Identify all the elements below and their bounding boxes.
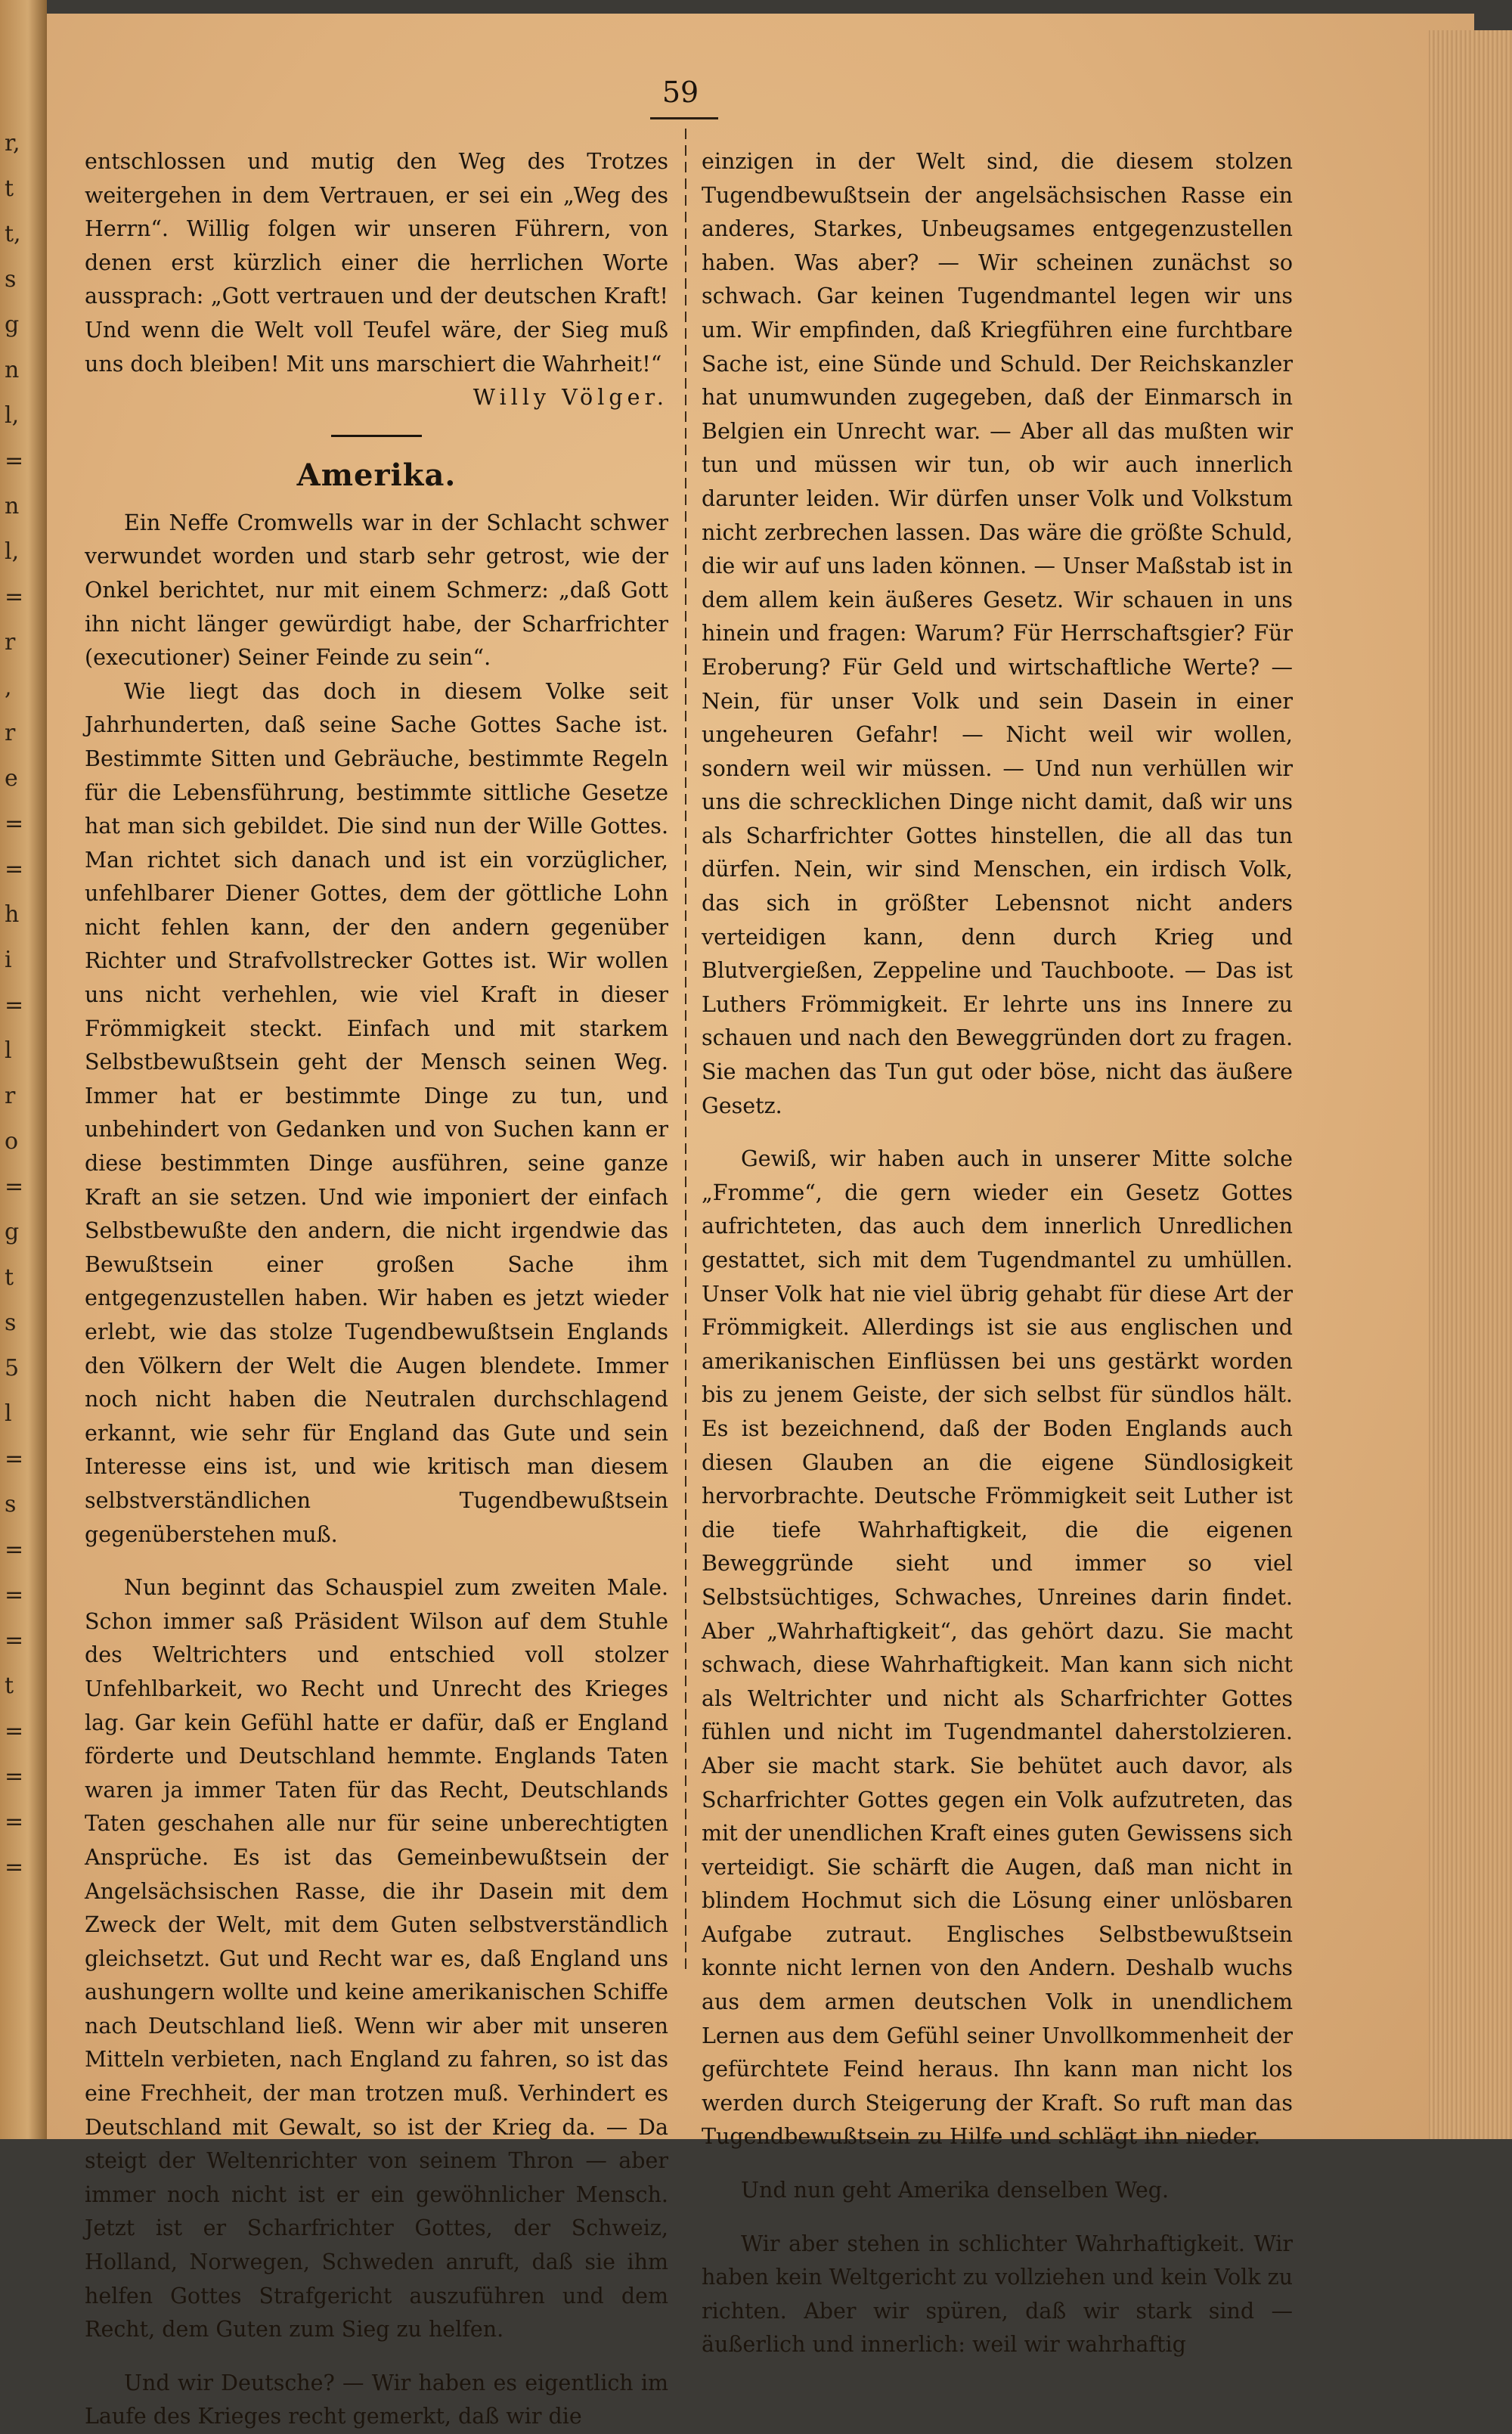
column-divider xyxy=(685,129,686,1974)
previous-page-edge xyxy=(0,0,47,2139)
previous-page-fragment: t, xyxy=(5,221,21,247)
previous-page-fragment: = xyxy=(5,1854,24,1881)
previous-page-fragment: r xyxy=(5,720,16,746)
previous-page-fragment: l xyxy=(5,1400,12,1427)
previous-page-fragment: g xyxy=(5,1219,20,1245)
paragraph: Und wir Deutsche? — Wir haben es eigentlich im Laufe des Krieges recht gemerkt, daß wir die xyxy=(85,2370,668,2429)
page-number: 59 xyxy=(662,76,699,109)
paragraph: Wir aber stehen in schlichter Wahrhaftigkeit. Wir haben kein Weltgericht zu vollziehen und kein Volk zu richten. Aber wir spüren, daß wir stark sind — äußerlich und innerlich: weil wir wahrhaftig xyxy=(702,2231,1293,2358)
previous-page-fragment: t xyxy=(5,1264,14,1291)
opening-paragraph: entschlossen und mutig den Weg des Trotzes weitergehen in dem Vertrauen, er sei ein „Weg des Herrn“. Willig folgen wir unseren Führern, von denen erst kürzlich einer die herrlichen Worte aussprach: „Gott vertrauen und der deutschen Kraft! Und wenn die Welt voll Teufel wäre, der Sieg muß uns doch bleiben! Mit uns marschiert die Wahrheit!“ xyxy=(85,149,668,377)
previous-page-fragment: r, xyxy=(5,130,20,157)
paragraph: Und nun geht Amerika denselben Weg. xyxy=(741,2178,1170,2203)
author-signature: Willy Völger. xyxy=(472,385,668,411)
paragraph: Ein Neffe Cromwells war in der Schlacht schwer verwundet worden und starb sehr getrost, wie der Onkel berichtet, nur mit einem Schmerz: „daß Gott ihn nicht länger gewürdigt habe, der Scharfrichter (executioner) Seiner Feinde zu sein“. xyxy=(85,510,668,671)
right-column xyxy=(702,145,1293,2362)
previous-page-fragment: s xyxy=(5,1310,17,1336)
previous-page-fragment: = xyxy=(5,811,24,837)
previous-page-fragment: i xyxy=(5,947,12,973)
paragraph: Gewiß, wir haben auch in unserer Mitte solche „Fromme“, die gern wieder ein Gesetz Gottes aufrichteten, das auch dem innerlich Unredlichen gestattet, sich mit dem Tugendmantel zu umhüllen. Unser Volk hat nie viel übrig gehabt für diese Art der Frömmigkeit. Allerdings ist sie aus englischen und amerikanischen Einflüssen bei uns gestärkt worden bis zu jenem Geiste, der sich selbst für sündlos hält. Es ist bezeichnend, daß der Boden Englands auch diesen Glauben an die eigene Sündlosigkeit hervorbrachte. Deutsche Frömmigkeit seit Luther ist die tiefe Wahrhaftigkeit, die die eigenen Beweggründe sieht und immer so viel Selbstsüchtiges, Schwaches, Unreines darin findet. Aber „Wahrhaftigkeit“, das gehört dazu. Sie macht schwach, diese Wahrhaftigkeit. Man kann sich nicht als Weltrichter und nicht als Scharfrichter Gottes fühlen und nicht im Tugendmantel daherstolzieren. Aber sie macht stark. Sie behütet auch davor, als Scharfrichter Gottes gegen ein Volk aufzutreten, das mit der unendlichen Kraft eines guten Gewissens sich verteidigt. Sie schärft die Augen, daß man nicht in blindem Hochmut sich die Lösung einer unlösbaren Aufgabe zutraut. Englisches Selbstbewußtsein konnte nicht lernen von den Andern. Deshalb wuchs aus dem armen deutschen Volk in unendlichem Lernen aus dem Gefühl seiner Unvollkommenheit der gefürchtete Feind heraus. Ihn kann man nicht los werden durch Steigerung der Kraft. So ruft man das Tugendbewußtsein zu Hilfe und schlägt ihn nieder. xyxy=(702,1146,1293,2150)
previous-page-fragment: = xyxy=(5,448,24,474)
previous-page-fragment: t xyxy=(5,1673,14,1699)
previous-page-fragment: = xyxy=(5,584,24,610)
previous-page-fragment: g xyxy=(5,312,20,338)
previous-page-fragment: r xyxy=(5,629,16,656)
previous-page-fragment: n xyxy=(5,357,20,383)
previous-page-fragment: = xyxy=(5,1582,24,1608)
previous-page-fragment: 5 xyxy=(5,1355,20,1381)
previous-page-fragment: = xyxy=(5,856,24,882)
paragraph: Nun beginnt das Schauspiel zum zweiten Male. Schon immer saß Präsident Wilson auf dem Stuhle des Weltrichters und entschied voll stolzer Unfehlbarkeit, wo Recht und Unrecht des Krieges lag. Gar kein Gefühl hatte er dafür, daß er England förderte und Deutschland hemmte. Englands Taten waren ja immer Taten für das Recht, Deutschlands Taten geschahen alle nur für seine unberechtigten Ansprüche. Es ist das Gemeinbewußtsein der Angelsächsischen Rasse, die ihr Dasein mit dem Zweck der Welt, mit dem Guten selbstverständlich gleichsetzt. Gut und Recht war es, daß England uns aushungern wollte und keine amerikanischen Schiffe nach Deutschland ließ. Wenn wir aber mit unseren Mitteln verbieten, nach England zu fahren, so ist das eine Frechheit, der man trotzen muß. Verhindert es Deutschland mit Gewalt, so ist der Krieg da. — Da steigt der Weltenrichter von seinem Thron — aber immer noch nicht ist er ein gewöhnlicher Mensch. Jetzt ist er Scharfrichter Gottes, der Schweiz, Holland, Norwegen, Schweden anruft, daß sie ihm helfen Gottes Strafgericht auszuführen und dem Recht, dem Guten zum Sieg zu helfen. xyxy=(85,1575,668,2343)
previous-page-fragment: r xyxy=(5,1083,16,1109)
page-number-rule xyxy=(650,117,718,119)
previous-page-fragment: l, xyxy=(5,538,20,565)
previous-page-fragment: l xyxy=(5,1037,12,1064)
article-heading: Amerika. xyxy=(296,457,457,493)
previous-page-fragment: = xyxy=(5,1809,24,1835)
previous-page-fragment: h xyxy=(5,901,20,928)
previous-page-fragment: e xyxy=(5,765,18,792)
previous-page-fragment: = xyxy=(5,1446,24,1472)
previous-page-fragment: = xyxy=(5,1627,24,1654)
previous-page-fragment: l, xyxy=(5,402,20,429)
previous-page-fragment: = xyxy=(5,1536,24,1563)
previous-page-fragment: , xyxy=(5,674,12,701)
previous-page-fragment: = xyxy=(5,992,24,1019)
left-column xyxy=(85,145,668,2434)
previous-page-fragment: t xyxy=(5,175,14,202)
page-stack-edge xyxy=(1429,30,1512,2139)
previous-page-fragment: n xyxy=(5,493,20,519)
section-separator xyxy=(331,435,422,437)
previous-page-fragment: = xyxy=(5,1763,24,1790)
previous-page-fragment: = xyxy=(5,1718,24,1744)
paragraph: einzigen in der Welt sind, die diesem stolzen Tugendbewußtsein der angelsächsischen Rasse ein anderes, Starkes, Unbeugsames entgegenzustellen haben. Was aber? — Wir scheinen zunächst so schwach. Gar keinen Tugendmantel legen wir uns um. Wir empfinden, daß Kriegführen eine furchtbare Sache ist, eine Sünde und Schuld. Der Reichskanzler hat unumwunden zugegeben, daß der Einmarsch in Belgien ein Unrecht war. — Aber all das mußten wir tun und müssen wir tun, ob wir auch innerlich darunter leiden. Wir dürfen unser Volk und Volkstum nicht zerbrechen lassen. Das wäre die größte Schuld, die wir auf uns laden können. — Unser Maßstab ist in dem allem kein äußeres Gesetz. Wir schauen in uns hinein und fragen: Warum? Für Herrschaftsgier? Für Eroberung? Für Geld und wirtschaftliche Werte? — Nein, für unser Volk und sein Dasein in einer ungeheuren Gefahr! — Nicht weil wir wollen, sondern weil wir müssen. — Und nun verhüllen wir uns die schrecklichen Dinge nicht damit, daß wir uns als Scharfrichter Gottes hinstellen, die all das tun dürfen. Nein, wir sind Menschen, ein irdisch Volk, das sich in größter Lebensnot nicht anders verteidigen kann, denn durch Krieg und Blutvergießen, Zeppeline und Tauchboote. — Das ist Luthers Frömmigkeit. Er lehrte uns ins Innere zu schauen und nach den Beweggründen dort zu fragen. Sie machen das Tun gut oder böse, nicht das äußere Gesetz. xyxy=(702,149,1293,1118)
previous-page-fragment: o xyxy=(5,1128,19,1155)
previous-page-fragment: s xyxy=(5,1491,17,1518)
previous-page-fragment: = xyxy=(5,1174,24,1200)
previous-page-fragment: s xyxy=(5,266,17,293)
paragraph: Wie liegt das doch in diesem Volke seit Jahrhunderten, daß seine Sache Gottes Sache ist. Bestimmte Sitten und Gebräuche, bestimmte Regeln für die Lebensführung, bestimmte sittliche Gesetze hat man sich gebildet. Die sind nun der Wille Gottes. Man richtet sich danach und ist ein vorzüglicher, unfehlbarer Diener Gottes, dem der göttliche Lohn nicht fehlen kann, der den andern gegenüber Richter und Strafvollstrecker Gottes ist. Wir wollen uns nicht verhehlen, wie viel Kraft in dieser Frömmigkeit steckt. Einfach und mit starkem Selbstbewußtsein geht der Mensch seinen Weg. Immer hat er bestimmte Dinge zu tun, und unbehindert von Gedanken und von Suchen kann er diese bestimmten Dinge ausführen, seine ganze Kraft an sie setzen. Und wie imponiert der einfach Selbstbewußte den andern, die nicht irgendwie das Bewußtsein einer großen Sache ihm entgegenzustellen haben. Wir haben es jetzt wieder erlebt, wie das stolze Tugendbewußtsein Englands den Völkern der Welt die Augen blendete. Immer noch nicht haben die Neutralen durchschlagend erkannt, wie sehr für England das Gute und sein Interesse eins ist, und wie kritisch man diesem selbstverständlichen Tugendbewußtsein gegenüberstehen muß. xyxy=(85,678,668,1547)
